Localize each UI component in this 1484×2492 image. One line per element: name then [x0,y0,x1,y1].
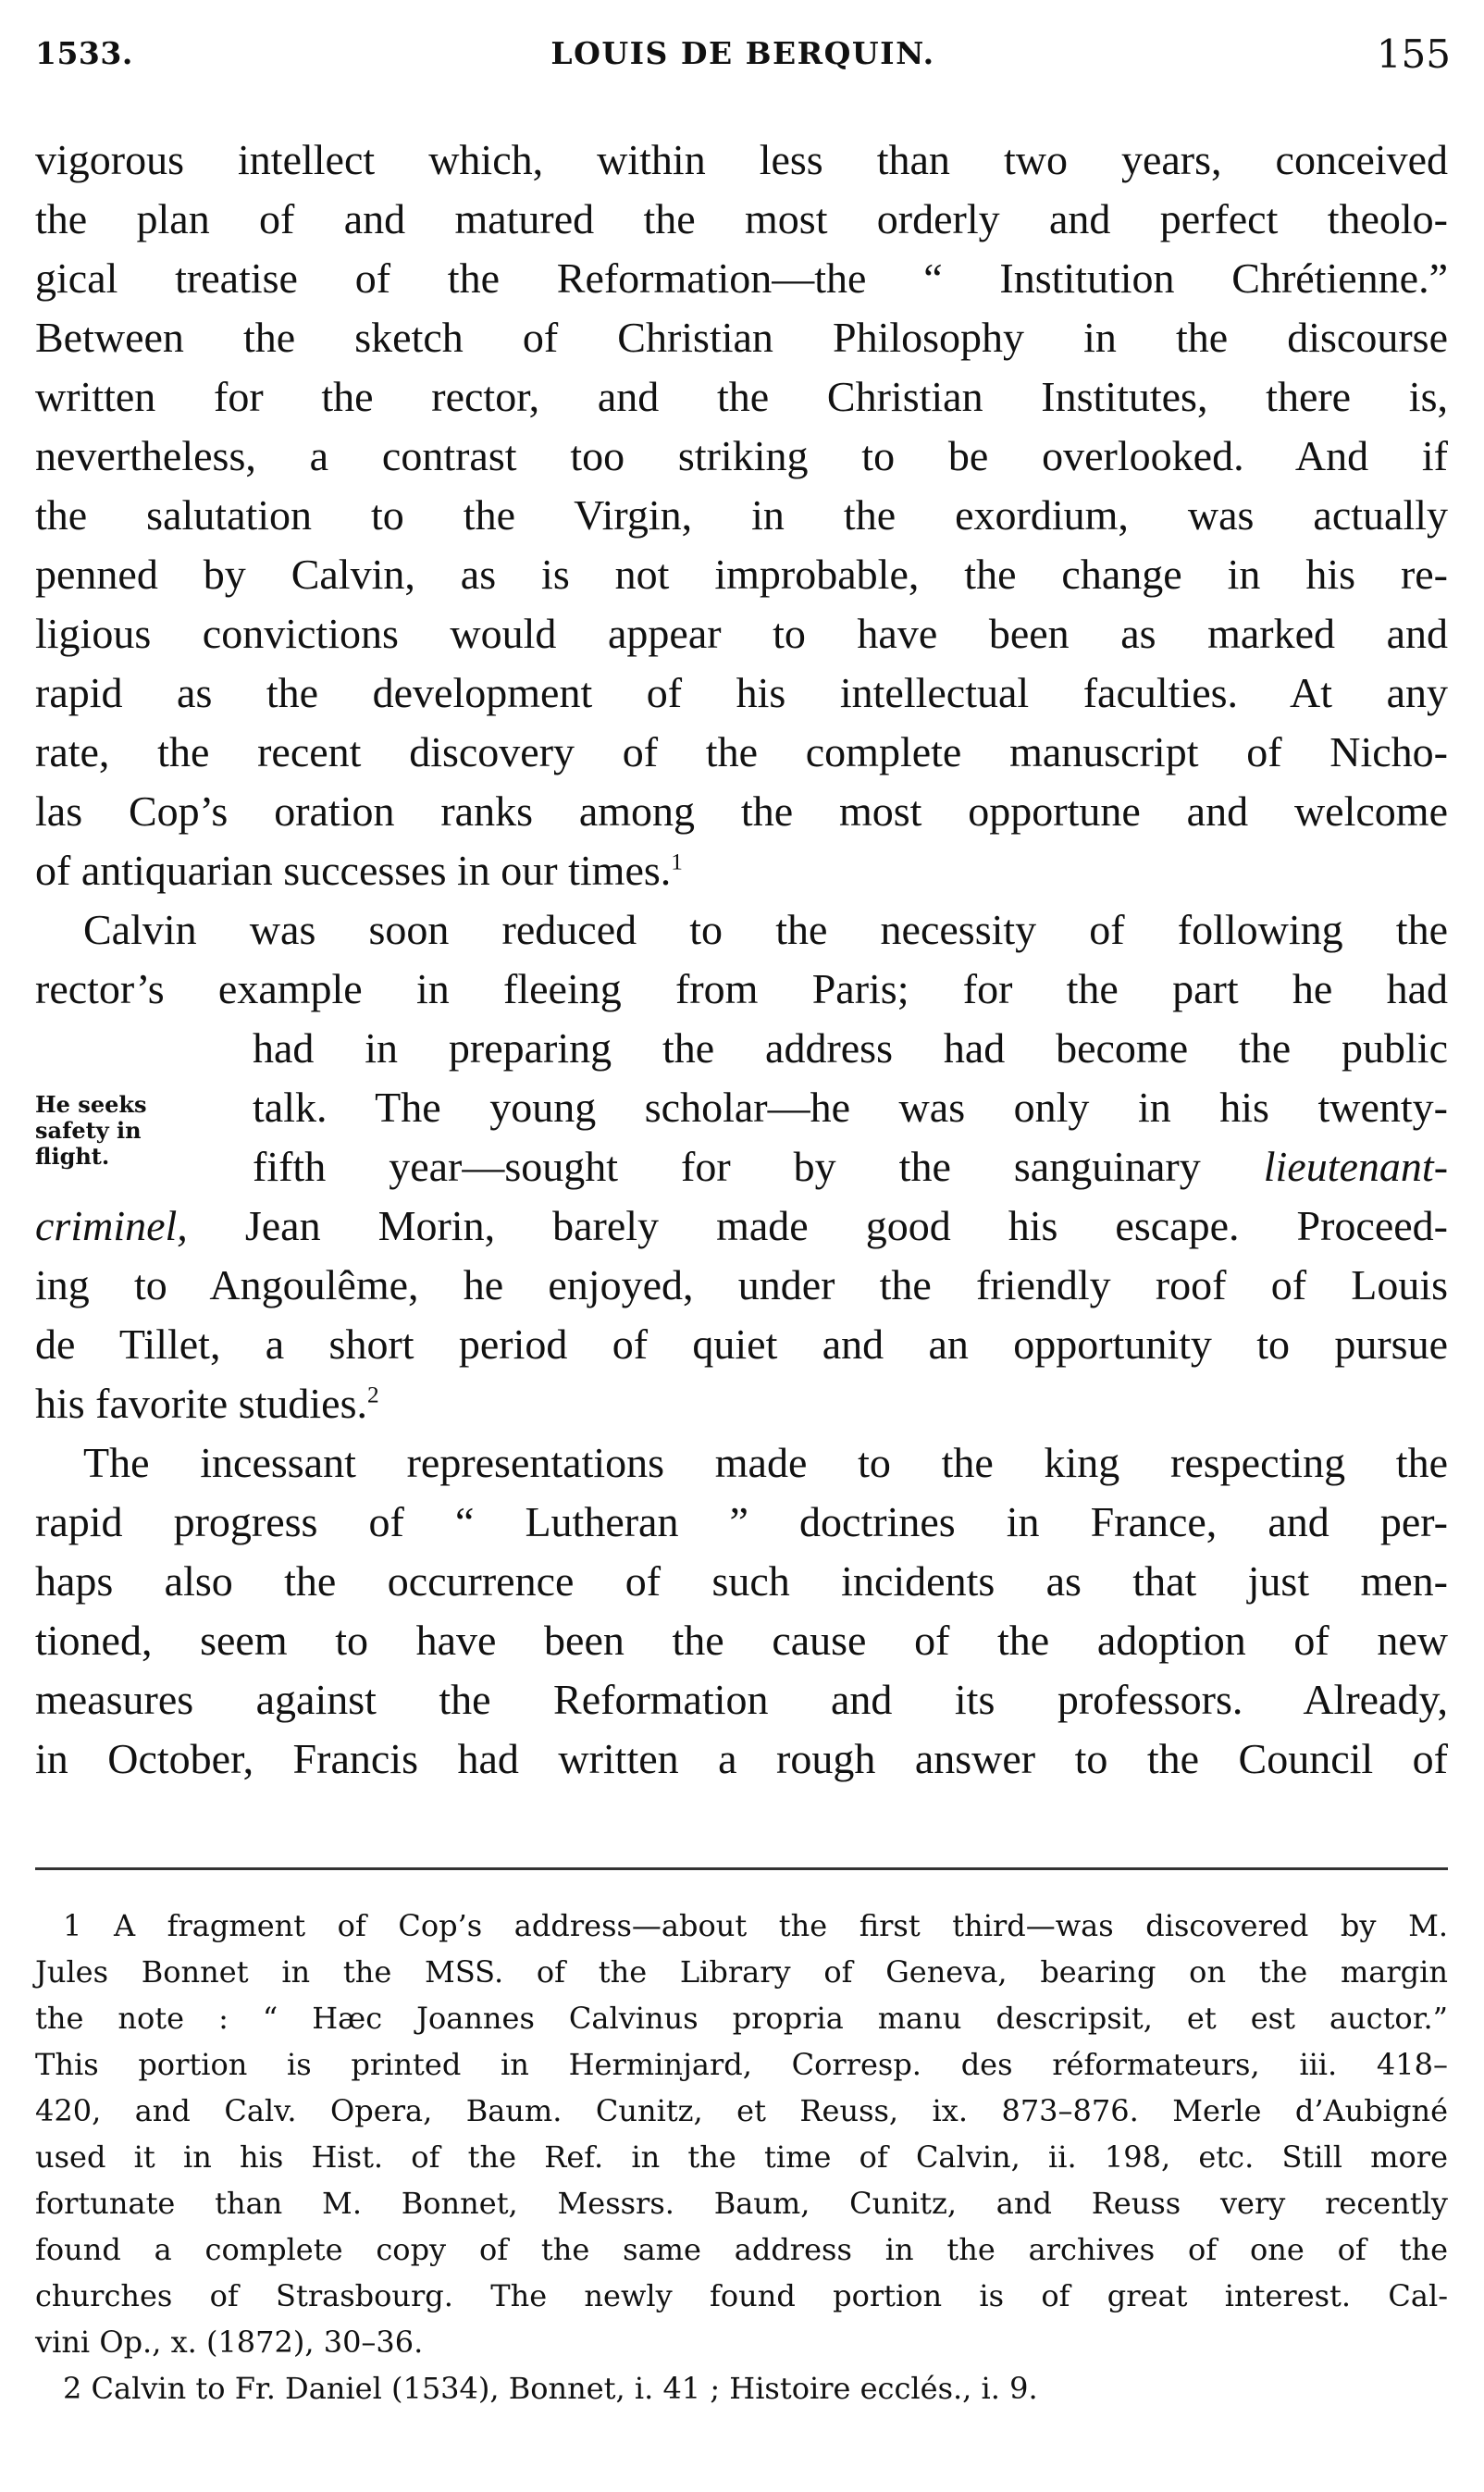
footnote-ref: 1 [671,849,683,875]
body-line: the plan of and matured the most orderly and perfect theolo- [35,195,1448,242]
body-line [35,842,1448,899]
body-line-text: his favorite studies. [35,1380,367,1427]
italic-term: lieutenant- [1263,1143,1449,1190]
footnote-line: found a complete copy of the same address in the archives of one of the [35,2232,1448,2267]
body-line: The incessant representations made to the king respecting the [83,1439,1448,1486]
body-line-text: Jean Morin, barely made good his escape. Proceed- [244,1202,1448,1249]
body-line: de Tillet, a short period of quiet and an opportunity to pursue [35,1320,1448,1368]
body-line: had in preparing the address had become the public [253,1024,1448,1072]
header-year: 1533. [35,35,133,71]
body-line: gical treatise of the Reformation—the “ Institution Chrétienne.” [35,254,1448,302]
body-line-text: of antiquarian successes in our times. [35,847,672,894]
body-line-text: fifth year—sought for by the sanguinary [253,1143,1201,1190]
body-line [35,1197,1448,1255]
footnote-divider [35,1867,1448,1870]
footnote-line: 420, and Calv. Opera, Baum. Cunitz, et Reuss, ix. 873–876. Merle d’Aubigné [35,2093,1448,2128]
body-line: ing to Angoulême, he enjoyed, under the friendly roof of Louis [35,1261,1448,1308]
body-line: vigorous intellect which, within less than two years, conceived [35,136,1448,183]
body-line: penned by Calvin, as is not improbable, the change in his re- [35,551,1448,598]
body-line: las Cop’s oration ranks among the most opportune and welcome [35,787,1448,835]
footnote-line: This portion is printed in Herminjard, Corresp. des réformateurs, iii. 418– [35,2047,1448,2082]
body-line: ligious convictions would appear to have been as marked and [35,610,1448,657]
body-line: the salutation to the Virgin, in the exordium, was actually [35,491,1448,539]
body-line: in October, Francis had written a rough answer to the Council of [35,1735,1448,1782]
body-line: tioned, seem to have been the cause of the adoption of new [35,1617,1448,1664]
footnote-ref: 2 [367,1382,379,1408]
footnote-line: 2 Calvin to Fr. Daniel (1534), Bonnet, i. 41 ; Histoire ecclés., i. 9. [63,2371,1038,2406]
page-header [35,31,1451,87]
footnote-line: fortunate than M. Bonnet, Messrs. Baum, Cunitz, and Reuss very recently [35,2186,1448,2221]
body-line [35,1375,1448,1432]
body-line: haps also the occurrence of such incidents as that just men- [35,1557,1448,1605]
italic-term: criminel, [35,1202,188,1249]
marginal-note-line: safety in [35,1117,142,1144]
body-line: written for the rector, and the Christian Institutes, there is, [35,373,1448,420]
footnote-line: Jules Bonnet in the MSS. of the Library of Geneva, bearing on the margin [35,1954,1448,1990]
body-line: rector’s example in fleeing from Paris; for the part he had [35,965,1448,1012]
body-line: measures against the Reformation and its professors. Already, [35,1676,1448,1723]
footnote-line: the note : “ Hæc Joannes Calvinus propria manu descripsit, et est auctor.” [35,2001,1448,2036]
body-line: rapid progress of “ Lutheran ” doctrines in France, and per- [35,1498,1448,1545]
body-line: rate, the recent discovery of the complete manuscript of Nicho- [35,728,1448,775]
running-title: LOUIS DE BERQUIN. [550,35,935,71]
marginal-note [35,1092,220,1170]
body-line: Calvin was soon reduced to the necessity of following the [83,906,1448,953]
marginal-note-line: flight. [35,1143,110,1170]
footnote-line: 1 A fragment of Cop’s address—about the first third—was discovered by M. [63,1908,1448,1943]
footnote-line: used it in his Hist. of the Ref. in the time of Calvin, ii. 198, etc. Still more [35,2139,1448,2175]
footnote-line: vini Op., x. (1872), 30–36. [35,2325,424,2360]
body-line [253,1138,1448,1196]
marginal-note-line: He seeks [35,1091,147,1118]
body-line: talk. The young scholar—he was only in his twenty- [253,1084,1448,1131]
page-number: 155 [1376,31,1451,77]
body-line: nevertheless, a contrast too striking to be overlooked. And if [35,432,1448,479]
footnote-line: churches of Strasbourg. The newly found portion is of great interest. Cal- [35,2278,1448,2313]
body-line: Between the sketch of Christian Philosophy in the discourse [35,314,1448,361]
body-line: rapid as the development of his intellectual faculties. At any [35,669,1448,716]
